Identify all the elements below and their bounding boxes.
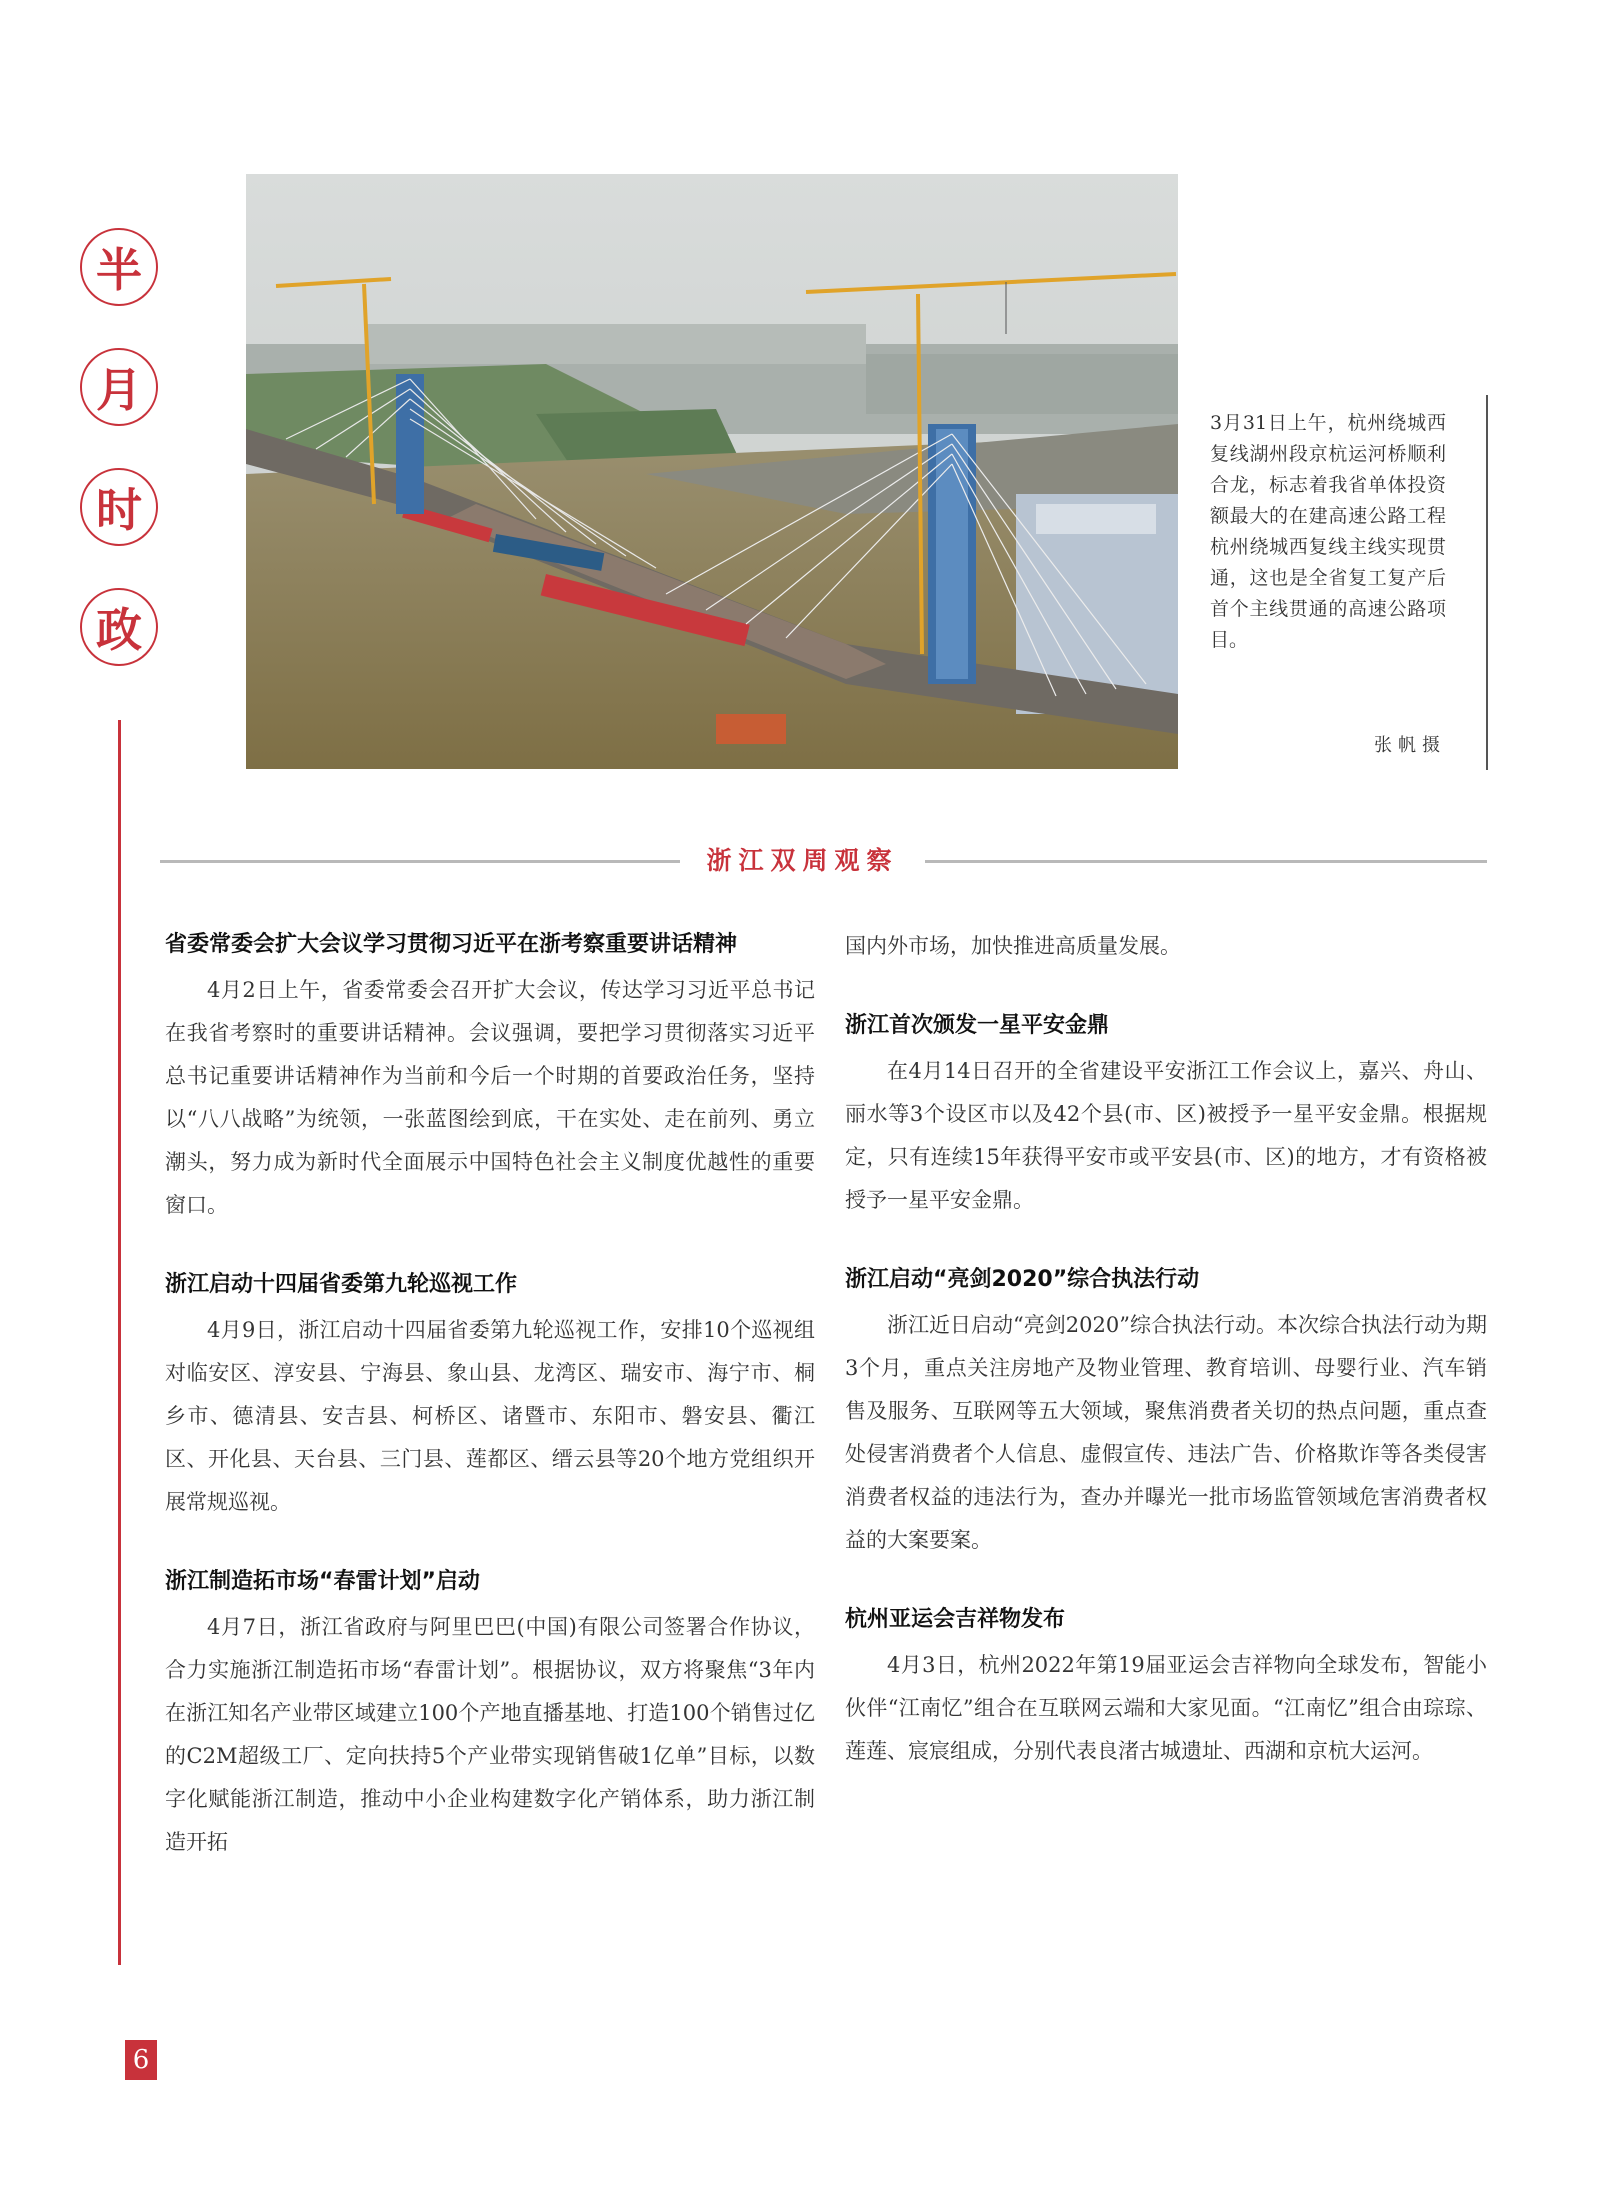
article-headline: 浙江首次颁发一星平安金鼎 <box>845 1013 1110 1038</box>
column-label-char: 时 <box>80 468 158 546</box>
column-label <box>80 228 160 708</box>
article <box>845 1006 1487 1222</box>
article-continuation <box>845 925 1487 968</box>
article-body: 4月9日，浙江启动十四届省委第九轮巡视工作，安排10个巡视组对临安区、淳安县、宁海县、象山县、龙湾区、瑞安市、海宁市、桐乡市、德清县、安吉县、柯桥区、诸暨市、东阳市、磐安县、衢江区、开化县、天台县、三门县、莲都区、缙云县等20个地方党组织开展常规巡视。 <box>165 1318 815 1514</box>
article <box>845 1600 1487 1773</box>
caption-rule <box>1486 395 1488 770</box>
article <box>165 925 815 1227</box>
article-body-continued: 国内外市场，加快推进高质量发展。 <box>845 934 1181 958</box>
article-headline: 浙江启动十四届省委第九轮巡视工作 <box>165 1272 518 1297</box>
bridge-photo-image <box>246 174 1178 769</box>
photo-caption: 3月31日上午，杭州绕城西复线湖州段京杭运河桥顺利合龙，标志着我省单体投资额最大的在建高速公路工程杭州绕城西复线主线实现贯通，这也是全省复工复产后首个主线贯通的高速公路项目。 <box>1210 412 1446 651</box>
article-headline: 省委常委会扩大会议学习贯彻习近平在浙考察重要讲话精神 <box>165 932 738 957</box>
article <box>165 1265 815 1524</box>
section-title: 浙江双周观察 <box>706 846 899 875</box>
column-label-char: 半 <box>80 228 158 306</box>
article-body: 4月2日上午，省委常委会召开扩大会议，传达学习习近平总书记在我省考察时的重要讲话精神。会议强调，要把学习贯彻落实习近平总书记重要讲话精神作为当前和今后一个时期的首要政治任务，坚持以“八八战略”为统领，一张蓝图绘到底，干在实处、走在前列、勇立潮头，努力成为新时代全面展示中国特色社会主义制度优越性的重要窗口。 <box>165 978 815 1217</box>
article-body: 4月3日，杭州2022年第19届亚运会吉祥物向全球发布，智能小伙伴“江南忆”组合在互联网云端和大家见面。“江南忆”组合由琮琮、莲莲、宸宸组成，分别代表良渚古城遗址、西湖和京杭大运河。 <box>845 1653 1487 1763</box>
article-body: 4月7日，浙江省政府与阿里巴巴(中国)有限公司签署合作协议，合力实施浙江制造拓市场“春雷计划”。根据协议，双方将聚焦“3年内在浙江知名产业带区域建立100个产地直播基地、打造100个销售过亿的C2M超级工厂、定向扶持5个产业带实现销售破1亿单”目标，以数字化赋能浙江制造，推动中小企业构建数字化产销体系，助力浙江制造开拓 <box>165 1615 815 1854</box>
left-column <box>165 925 815 1902</box>
section-divider-right <box>925 860 1487 863</box>
column-label-rule <box>118 720 121 1965</box>
article <box>845 1260 1487 1562</box>
page-number: 6 <box>125 2040 157 2080</box>
article-headline: 浙江启动“亮剑2020”综合执法行动 <box>845 1267 1200 1292</box>
section-divider-left <box>160 860 680 863</box>
article-headline: 浙江制造拓市场“春雷计划”启动 <box>165 1569 480 1594</box>
article-body: 在4月14日召开的全省建设平安浙江工作会议上，嘉兴、舟山、丽水等3个设区市以及42个县(市、区)被授予一星平安金鼎。根据规定，只有连续15年获得平安市或平安县(市、区)的地方，才有资格被授予一星平安金鼎。 <box>845 1059 1487 1212</box>
column-label-char: 政 <box>80 588 158 666</box>
bridge-photo <box>246 174 1178 769</box>
photo-credit: 张帆摄 <box>1374 735 1446 756</box>
article-body: 浙江近日启动“亮剑2020”综合执法行动。本次综合执法行动为期3个月，重点关注房地产及物业管理、教育培训、母婴行业、汽车销售及服务、互联网等五大领域，聚焦消费者关切的热点问题，重点查处侵害消费者个人信息、虚假宣传、违法广告、价格欺诈等各类侵害消费者权益的违法行为，查办并曝光一批市场监管领域危害消费者权益的大案要案。 <box>845 1313 1487 1552</box>
column-label-char: 月 <box>80 348 158 426</box>
right-column <box>845 925 1487 1811</box>
article-headline: 杭州亚运会吉祥物发布 <box>845 1607 1066 1632</box>
article <box>165 1562 815 1864</box>
